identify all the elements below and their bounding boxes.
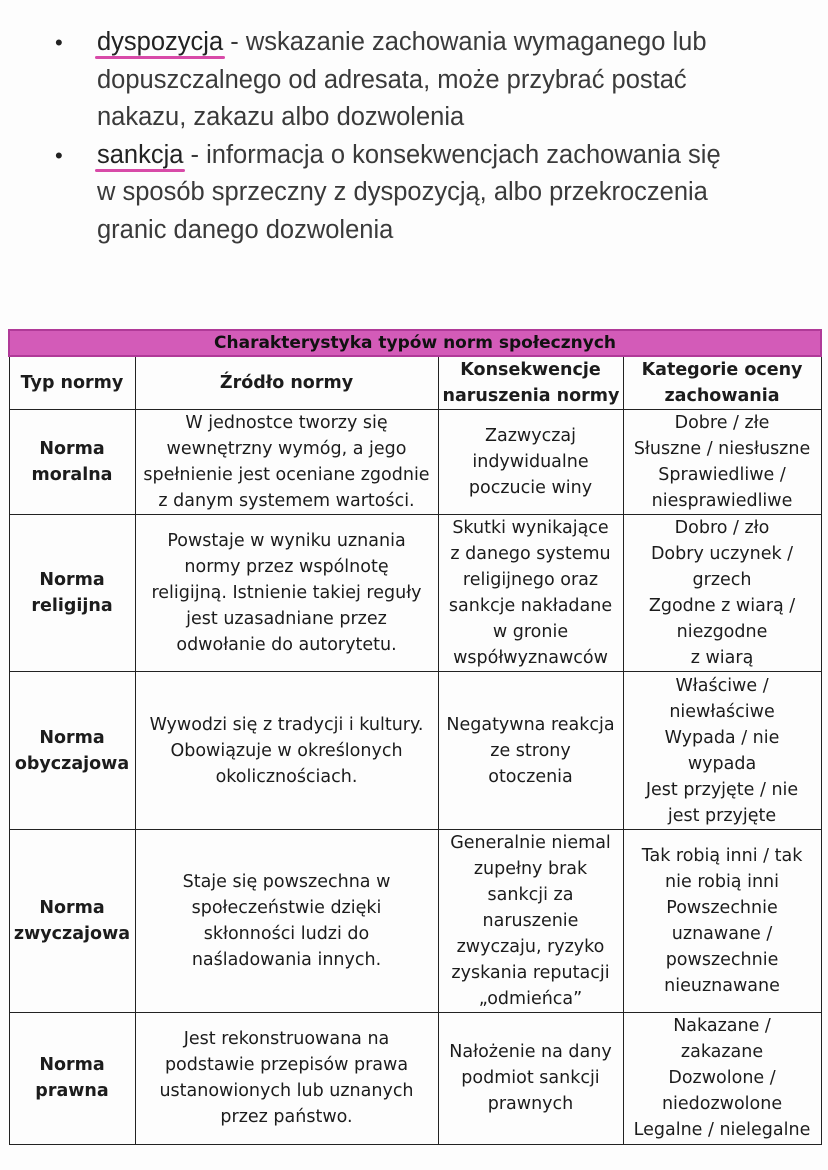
definition-text: - wskazanie zachowania wymaganego lub — [223, 28, 707, 56]
source-text: W jednostce tworzy się — [185, 413, 388, 434]
categories-text: niezgodne — [676, 622, 768, 643]
consequences-cell — [438, 672, 623, 829]
consequences-text: zwyczaju, ryzyko — [456, 936, 605, 957]
source-cell — [135, 1012, 438, 1144]
consequences-text: sankcje nakładane — [448, 596, 613, 617]
header-label: naruszenia normy — [442, 386, 620, 407]
categories-cell — [623, 829, 821, 1012]
source-text: skłonności ludzi do — [203, 923, 370, 944]
consequences-text: Zazwyczaj — [485, 426, 576, 447]
consequences-text: indywidualne — [472, 452, 589, 473]
table-row — [9, 410, 821, 515]
header-label: Źródło normy — [219, 373, 354, 394]
source-text: przez państwo. — [220, 1107, 353, 1128]
type-cell — [9, 829, 135, 1012]
type-cell — [9, 410, 135, 515]
consequences-text: z danego systemu — [450, 544, 611, 565]
definition-text: dopuszczalnego od adresata, może przybrać postać — [97, 65, 687, 94]
table-row — [9, 829, 821, 1012]
consequences-text: podmiot sankcji — [461, 1068, 600, 1089]
consequences-text: prawnych — [487, 1094, 574, 1115]
categories-text: Właściwe / — [675, 675, 769, 696]
bullet-dot-icon: • — [55, 30, 63, 55]
source-text: Staje się powszechna w — [182, 871, 391, 892]
consequences-text: otoczenia — [488, 766, 573, 787]
source-text: podstawie przepisów prawa — [164, 1055, 409, 1076]
consequences-text: naruszenie — [482, 910, 579, 931]
definition-text: nakazu, zakazu albo dozwolenia — [97, 103, 465, 131]
source-text: Wywodzi się z tradycji i kultury. — [149, 714, 424, 735]
consequences-text: współwyznawców — [453, 648, 608, 669]
consequences-text: sankcji za — [487, 884, 574, 905]
definition-text: granic danego dozwolenia — [97, 215, 394, 244]
categories-text: jest przyjęte — [667, 805, 777, 826]
type-cell — [9, 1012, 135, 1144]
type-text: Norma — [39, 897, 105, 918]
source-cell — [135, 672, 438, 829]
header-type — [9, 356, 135, 410]
type-text: Norma — [39, 439, 105, 460]
type-cell — [9, 515, 135, 672]
definition-sankcja — [0, 137, 828, 250]
term-dyspozycja: dyspozycja — [97, 28, 224, 56]
consequences-text: Skutki wynikające — [452, 518, 609, 539]
consequences-text: ze strony — [490, 740, 571, 761]
source-text: jest uzasadniane przez — [186, 609, 387, 630]
source-text: okolicznościach. — [215, 766, 358, 787]
definition-text: w sposób sprzeczny z dyspozycją, albo przekroczenia — [97, 178, 708, 206]
consequences-text: Nałożenie na dany — [449, 1042, 612, 1063]
source-text: Powstaje w wyniku uznania — [167, 531, 406, 552]
categories-cell — [623, 410, 821, 515]
categories-text: grzech — [692, 570, 752, 591]
type-text: Norma — [39, 570, 105, 591]
source-text: odwołanie do autorytetu. — [176, 635, 397, 656]
categories-text: Nakazane / — [673, 1016, 771, 1037]
categories-cell — [623, 672, 821, 829]
source-cell — [135, 410, 438, 515]
header-consequences — [438, 356, 623, 410]
type-text: obyczajowa — [14, 753, 130, 774]
definition-dyspozycja — [0, 24, 828, 137]
consequences-text: „odmieńca” — [478, 988, 583, 1009]
source-text: z danym systemem wartości. — [158, 491, 415, 512]
consequences-text: w gronie — [492, 622, 569, 643]
categories-text: Tak robią inni / tak — [641, 845, 803, 866]
definitions-list — [0, 24, 828, 249]
source-text: Obowiązuje w określonych — [170, 740, 403, 761]
categories-text: niewłaściwe — [669, 701, 775, 722]
table-row — [9, 1012, 821, 1144]
categories-text: Powszechnie — [666, 897, 778, 918]
consequences-text: zupełny brak — [473, 858, 588, 879]
header-source — [135, 356, 438, 410]
table-title: Charakterystyka typów norm społecznych — [9, 330, 821, 356]
table-header-row — [9, 356, 821, 410]
categories-cell — [623, 1012, 821, 1144]
categories-text: wypada — [687, 753, 757, 774]
type-text: zwyczajowa — [13, 923, 131, 944]
source-text: Jest rekonstruowana na — [183, 1029, 390, 1050]
categories-text: Dozwolone / — [668, 1068, 776, 1089]
term-sankcja: sankcja — [97, 140, 184, 169]
source-text: religijną. Istnienie takiej reguły — [151, 583, 422, 604]
source-cell — [135, 829, 438, 1012]
categories-text: z wiarą — [690, 648, 754, 669]
consequences-cell — [438, 410, 623, 515]
source-text: społeczeństwie dzięki — [191, 897, 382, 918]
categories-text: niedozwolone — [661, 1094, 783, 1115]
source-text: naśladowania innych. — [191, 949, 382, 970]
type-text: religijna — [31, 596, 113, 617]
categories-text: Dobry uczynek / — [650, 544, 794, 565]
consequences-cell — [438, 829, 623, 1012]
consequences-text: religijnego oraz — [462, 570, 599, 591]
type-text: Norma — [39, 727, 105, 748]
type-cell — [9, 672, 135, 829]
categories-text: Zgodne z wiarą / — [648, 596, 796, 617]
categories-text: niesprawiedliwe — [651, 491, 793, 512]
consequences-cell — [438, 515, 623, 672]
categories-text: Sprawiedliwe / — [658, 465, 786, 486]
type-text: moralna — [31, 465, 113, 486]
table-row — [9, 672, 821, 829]
norms-table — [8, 329, 822, 1145]
consequences-cell — [438, 1012, 623, 1144]
consequences-text: poczucie winy — [468, 478, 593, 499]
header-label: Typ normy — [20, 373, 124, 394]
header-label: Konsekwencje — [460, 360, 601, 381]
categories-text: Dobre / złe — [674, 413, 770, 434]
categories-text: nieuznawane — [664, 975, 780, 996]
categories-text: Legalne / nielegalne — [633, 1120, 811, 1141]
categories-cell — [623, 515, 821, 672]
categories-text: Jest przyjęte / nie — [645, 779, 799, 800]
categories-text: Dobro / zło — [674, 518, 770, 539]
type-text: prawna — [35, 1081, 109, 1102]
consequences-text: Generalnie niemal — [450, 832, 611, 853]
table-row — [9, 515, 821, 672]
header-label: zachowania — [664, 386, 780, 407]
definition-text: - informacja o konsekwencjach zachowania się — [183, 140, 721, 169]
consequences-text: Negatywna reakcja — [446, 714, 615, 735]
source-text: wewnętrzny wymóg, a jego — [166, 439, 407, 460]
consequences-text: zyskania reputacji — [451, 962, 610, 983]
header-categories — [623, 356, 821, 410]
source-text: spełnienie jest oceniane zgodnie — [143, 465, 430, 486]
type-text: Norma — [39, 1055, 105, 1076]
categories-text: uznawane / — [671, 923, 773, 944]
categories-text: Słuszne / niesłuszne — [633, 439, 811, 460]
categories-text: zakazane — [680, 1042, 764, 1063]
header-label: Kategorie oceny — [641, 360, 803, 381]
categories-text: powszechnie — [665, 949, 779, 970]
categories-text: Wypada / nie — [664, 727, 780, 748]
bullet-dot-icon: • — [55, 142, 63, 168]
source-text: ustanowionych lub uznanych — [159, 1081, 414, 1102]
source-cell — [135, 515, 438, 672]
categories-text: nie robią inni — [665, 871, 779, 892]
source-text: normy przez wspólnotę — [184, 557, 389, 578]
